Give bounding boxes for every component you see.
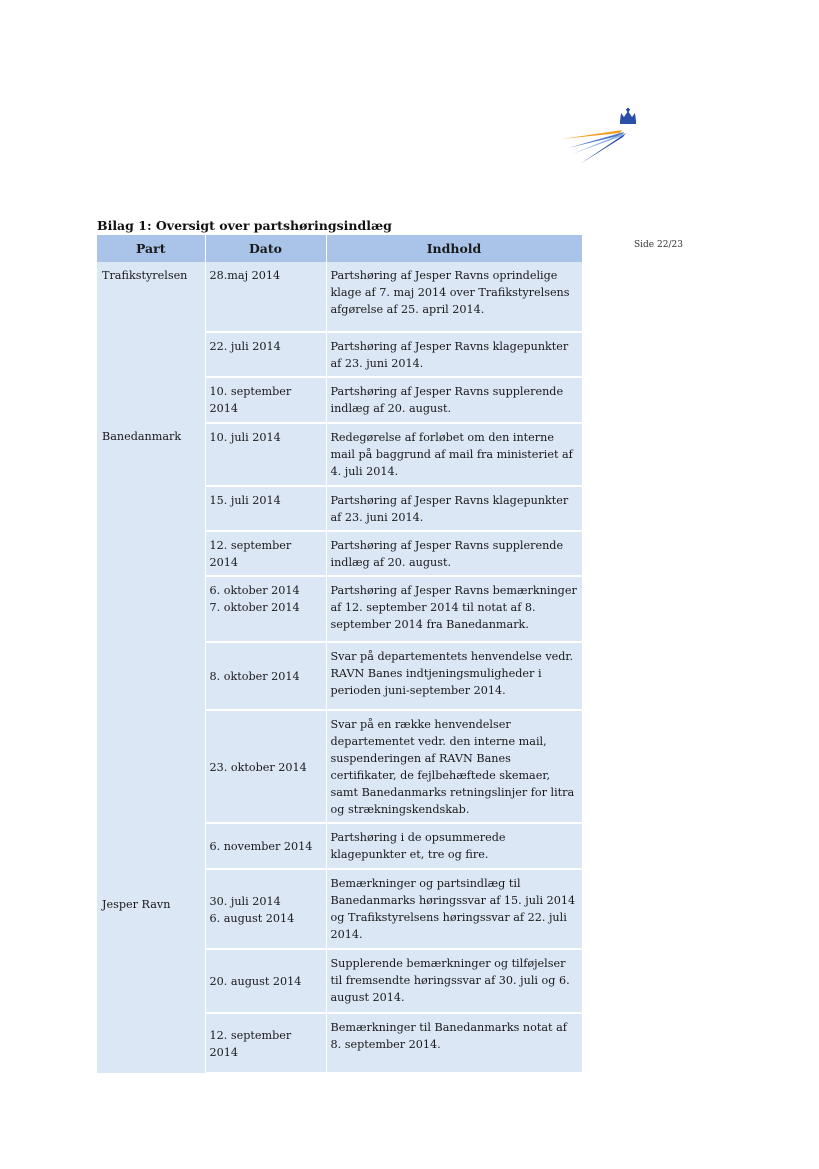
content-cell: Bemærkninger og partsindlæg til Banedanmarks høringssvar af 15. juli 2014 og Trafikstyrelsens høringssvar af 22. juli 2014. — [326, 869, 582, 949]
date-line: 6. oktober 2014 — [209, 584, 300, 597]
content-cell: Svar på en række henvendelser departementet vedr. den interne mail, suspenderingen af RAVN Banes certifikater, de fejlbehæftede skemaer, samt Banedanmarks retningslinjer for litra og strækningskendskab. — [326, 710, 582, 823]
content-cell: Partshøring af Jesper Ravns supplerende indlæg af 20. august. — [326, 531, 582, 576]
header-content: Indhold — [326, 235, 582, 262]
content-cell: Partshøring af Jesper Ravns supplerende indlæg af 20. august. — [326, 377, 582, 423]
date-cell — [205, 576, 326, 642]
date-cell: 12. september 2014 — [205, 1013, 326, 1073]
party-label: Jesper Ravn — [102, 898, 171, 911]
date-cell: 8. oktober 2014 — [205, 642, 326, 710]
table-caption: Bilag 1: Oversigt over partshøringsindlæg — [97, 218, 392, 233]
table-row — [97, 262, 582, 332]
date-line: 6. august 2014 — [209, 911, 295, 925]
content-cell: Redegørelse af forløbet om den interne mail på baggrund af mail fra ministeriet af 4. juli 2014. — [326, 423, 582, 486]
table-row — [97, 423, 582, 486]
date-cell — [205, 869, 326, 949]
party-cell — [97, 869, 205, 1073]
page-number: Side 22/23 — [634, 240, 683, 250]
content-cell: Partshøring af Jesper Ravns bemærkninger af 12. september 2014 til notat af 8. september 2014 fra Banedanmark. — [326, 576, 582, 642]
table-header-row — [97, 235, 582, 262]
date-line: 7. oktober 2014 — [209, 601, 300, 614]
date-cell: 15. juli 2014 — [205, 486, 326, 531]
header-part: Part — [97, 235, 205, 262]
overview-table — [97, 235, 583, 1074]
date-cell: 28.maj 2014 — [205, 262, 326, 332]
header-date: Dato — [205, 235, 326, 262]
content-cell: Partshøring i de opsummerede klagepunkter et, tre og fire. — [326, 823, 582, 869]
content-cell: Partshøring af Jesper Ravns oprindelige klage af 7. maj 2014 over Trafikstyrelsens afgørelse af 25. april 2014. — [326, 262, 582, 332]
crown-logo — [560, 108, 642, 168]
content-cell: Svar på departementets henvendelse vedr. RAVN Banes indtjeningsmuligheder i perioden juni-september 2014. — [326, 642, 582, 710]
date-cell: 10. juli 2014 — [205, 423, 326, 486]
date-cell: 23. oktober 2014 — [205, 710, 326, 823]
date-line: 30. juli 2014 — [209, 894, 281, 908]
content-cell: Partshøring af Jesper Ravns klagepunkter af 23. juni 2014. — [326, 332, 582, 377]
table-row — [97, 869, 582, 949]
party-cell: Banedanmark — [97, 423, 205, 869]
content-cell: Bemærkninger til Banedanmarks notat af 8. september 2014. — [326, 1013, 582, 1073]
date-cell: 20. august 2014 — [205, 949, 326, 1013]
date-cell: 12. september 2014 — [205, 531, 326, 576]
party-cell: Trafikstyrelsen — [97, 262, 205, 423]
date-cell: 22. juli 2014 — [205, 332, 326, 377]
content-cell: Supplerende bemærkninger og tilføjelser til fremsendte høringssvar af 30. juli og 6. august 2014. — [326, 949, 582, 1013]
date-cell: 6. november 2014 — [205, 823, 326, 869]
content-cell: Partshøring af Jesper Ravns klagepunkter af 23. juni 2014. — [326, 486, 582, 531]
date-cell: 10. september 2014 — [205, 377, 326, 423]
